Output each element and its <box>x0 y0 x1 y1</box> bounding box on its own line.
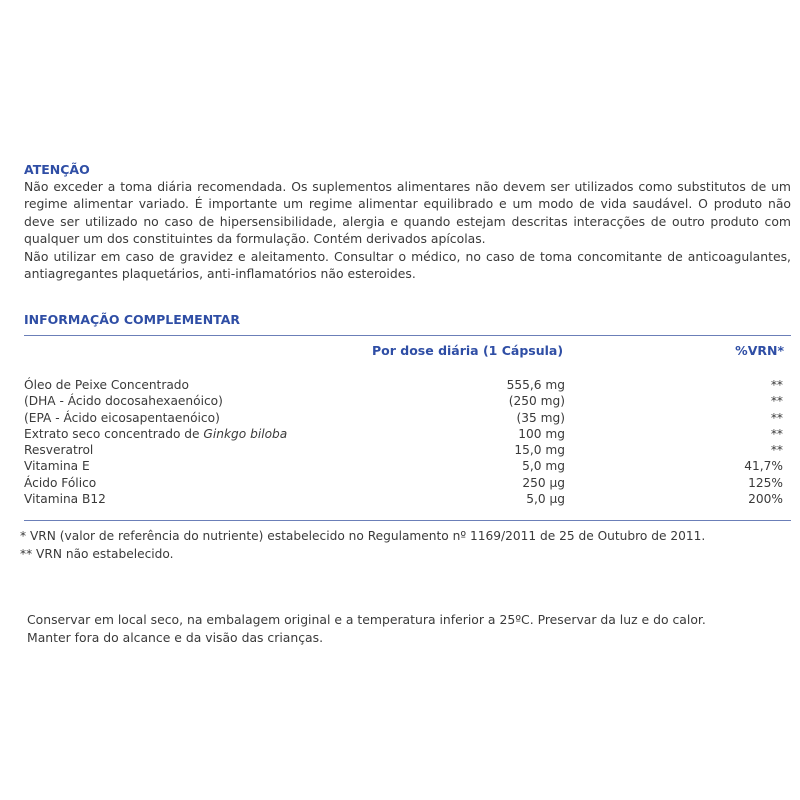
nutrient-name: Resveratrol <box>24 443 94 458</box>
table-top-rule <box>24 335 791 336</box>
nutrient-vrn: 125% <box>748 475 783 490</box>
nutrient-vrn: ** <box>770 426 783 441</box>
table-row <box>24 426 783 442</box>
nutrient-name-italic: Ginkgo biloba <box>203 426 288 441</box>
table-row <box>24 393 783 409</box>
nutrient-vrn: ** <box>770 410 783 425</box>
attention-paragraph: Não exceder a toma diária recomendada. Os suplementos alimentares não devem ser utilizados como substitutos de um regime alimentar variado. É importante um regime alimentar equilibrado e um modo de vida saudável. O produto não deve ser utilizado no caso de hipersensibilidade, alergia e quando estejam descritas interacções de outro produto com qualquer um dos constituintes da formulação. Contém derivados apícolas. <box>24 179 791 247</box>
column-header-vrn: %VRN* <box>735 343 784 358</box>
table-bottom-rule <box>24 520 791 521</box>
footnotes <box>20 528 705 563</box>
storage-line: Manter fora do alcance e da visão das crianças. <box>27 630 324 645</box>
nutrient-name: Ácido Fólico <box>24 475 97 490</box>
table-row <box>24 442 783 458</box>
nutrient-dose: 250 µg <box>522 475 565 490</box>
footnote-vrn: * VRN (valor de referência do nutriente) estabelecido no Regulamento nº 1169/2011 de 25 de Outubro de 2011. <box>20 529 706 543</box>
nutrient-name: Vitamina B12 <box>24 492 106 507</box>
complement-heading: INFORMAÇÃO COMPLEMENTAR <box>24 312 241 327</box>
table-row <box>24 491 783 507</box>
nutrient-table <box>24 377 783 507</box>
nutrient-vrn: 41,7% <box>744 459 783 474</box>
storage-line: Conservar em local seco, na embalagem original e a temperatura inferior a 25ºC. Preservar da luz e do calor. <box>27 612 706 627</box>
footnote-vrn-not-established: ** VRN não estabelecido. <box>20 546 174 561</box>
nutrient-name: Óleo de Peixe Concentrado <box>24 378 189 392</box>
nutrient-dose: (35 mg) <box>516 410 565 425</box>
nutrient-vrn: 200% <box>748 492 783 507</box>
column-header-dose: Por dose diária (1 Cápsula) <box>372 343 564 358</box>
nutrient-dose: 5,0 mg <box>522 459 565 474</box>
nutrient-name: Vitamina E <box>24 459 90 474</box>
nutrient-name <box>24 426 287 442</box>
table-row <box>24 377 783 393</box>
nutrient-name: (DHA - Ácido docosahexaenóico) <box>24 394 223 409</box>
attention-paragraph: Não utilizar em caso de gravidez e aleitamento. Consultar o médico, no caso de toma concomitante de anticoagulantes, antiagregantes plaquetários, anti-inflamatórios não esteroides. <box>24 248 791 282</box>
nutrient-dose: 555,6 mg <box>506 378 565 392</box>
storage-instructions <box>27 611 706 647</box>
nutrient-vrn: ** <box>770 378 783 392</box>
table-row <box>24 458 783 474</box>
attention-heading: ATENÇÃO <box>24 162 90 177</box>
nutrient-name-text: Extrato seco concentrado de <box>24 426 204 441</box>
nutrient-vrn: ** <box>770 394 783 409</box>
nutrient-dose: 100 mg <box>518 426 565 441</box>
nutrient-dose: 15,0 mg <box>514 443 565 458</box>
nutrient-name: (EPA - Ácido eicosapentaenóico) <box>24 410 220 425</box>
attention-text <box>24 178 791 282</box>
nutrient-dose: 5,0 µg <box>526 492 565 507</box>
table-row <box>24 475 783 491</box>
nutrient-vrn: ** <box>770 443 783 458</box>
table-row <box>24 410 783 426</box>
nutrient-dose: (250 mg) <box>508 394 565 409</box>
